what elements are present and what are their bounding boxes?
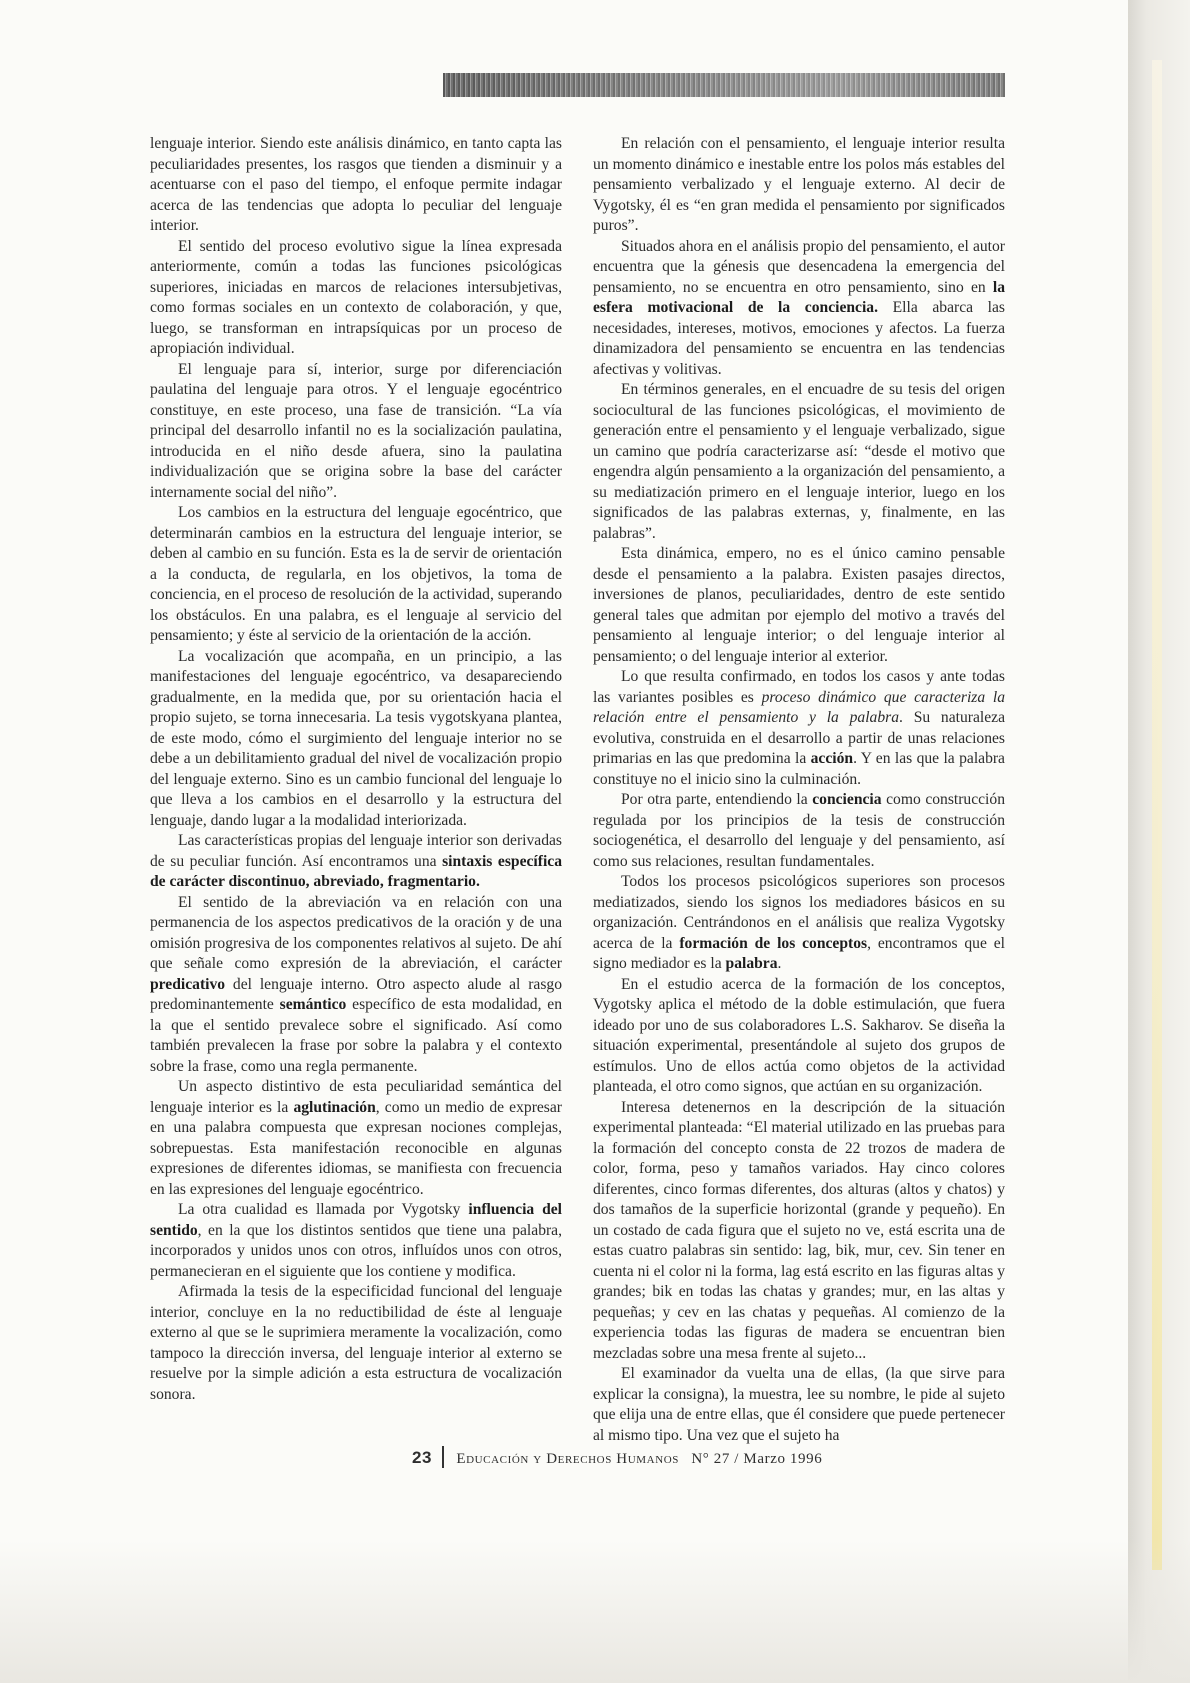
paragraph <box>150 831 562 893</box>
paragraph <box>150 1077 562 1200</box>
issue-info: N° 27 / Marzo 1996 <box>691 1451 823 1467</box>
paragraph-text: específico de esta modalidad, en la que el sentido prevalece sobre el significado. Así como también prevalecen la frase por sobre la palabra y el contexto sobre la frase, como una regla permanente. <box>150 996 562 1075</box>
paragraph-text: La vocalización que acompaña, en un principio, a las manifestaciones del lenguaje egocéntrico, va desapareciendo gradualmente, en la medida que, por su orientación hacia el propio sujeto, se torna innecesaria. La tesis vygotskyana plantea, de este modo, cómo el surgimiento del lenguaje interior no se debe a un debilitamiento gradual del nivel de vocalización propio del lenguaje externo. Sino es un cambio funcional del lenguaje lo que lleva a los cambios en el desarrollo y la estructura del lenguaje, dando lugar a la modalidad interiorizada. <box>150 647 562 829</box>
bold-text: acción <box>810 750 854 767</box>
paragraph-text: En el estudio acerca de la formación de los conceptos, Vygotsky aplica el método de la doble estimulación, que fuera ideado por uno de sus colaboradores L.S. Sakharov. Se diseña la situación experimental, presentándole al sujeto dos grupos de estímulos. Uno de ellos actúa como objetos de la actividad planteada, el otro como signos, que actúan en su organización. <box>593 975 1005 1095</box>
paragraph-text: lenguaje interior. Siendo este análisis dinámico, en tanto capta las peculiaridades presentes, los rasgos que tienden a disminuir y a acentuarse con el paso del tiempo, el enfoque permite indagar acerca de las tendencias que adopta lo peculiar del lenguaje interior. <box>150 135 562 234</box>
paragraph-text: , en la que los distintos sentidos que tiene una palabra, incorporados y unidos unos con otros, influídos unos con otros, permanecieran en el siguiente que los contiene y modifica. <box>150 1221 562 1280</box>
paragraph-text: . Y en las que la palabra constituye no el inicio sino la culminación. <box>593 750 1005 788</box>
paragraph <box>593 872 1005 975</box>
paragraph-text: Interesa detenernos en la descripción de la situación experimental planteada: “El material utilizado en las pruebas para la formación del concepto consta de 22 trozos de madera de color, forma, peso y tamaños variados. Hay cinco colores diferentes, cinco formas diferentes, dos alturas (altos y chatos) y dos tamaños de la superficie horizontal (grande y pequeño). En un costado de cada figura que el sujeto no ve, está escrita una de estas cuatro palabras sin sentido: lag, bik, mur, cev. Sin tener en cuenta ni el color ni la forma, lag está escrito en las figuras altas y grandes; bik en todas las chatas y grandes; mur, en las altas y pequeñas; y cev en las chatas y pequeñas. Al comienzo de la experiencia todas las figuras de madera se encuentran bien mezcladas sobre una mesa frente al sujeto... <box>593 1098 1005 1362</box>
paragraph-text: del lenguaje interno. Otro aspecto alude al rasgo predominantemente <box>150 975 562 1013</box>
bold-text: formación de los conceptos <box>679 934 868 952</box>
paragraph-text: El sentido de la abreviación va en relación con una permanencia de los aspectos predicativos de la oración y de una omisión progresiva de los componentes relativos al sujeto. De ahí que señale como expresión de la abreviación, el carácter <box>150 893 562 972</box>
paragraph <box>593 1098 1005 1365</box>
paragraph <box>150 1282 562 1405</box>
paragraph-text: Ella abarca las necesidades, intereses, motivos, emociones y afectos. La fuerza dinamizadora del pensamiento se encuentra en las tendencias afectivas y volitivas. <box>593 299 1005 378</box>
article-column-right <box>593 134 1005 1446</box>
paragraph-text: . Su naturaleza evolutiva, construida en el desarrollo a partir de unas relaciones primarias en las que predomina la <box>593 709 1005 767</box>
bold-text: aglutinación <box>293 1098 376 1116</box>
bold-text: semántico <box>279 996 347 1013</box>
page-footer <box>412 1446 822 1468</box>
italic-text: proceso dinámico que caracteriza la relación entre el pensamiento y la palabra <box>593 688 1005 726</box>
paragraph-text: Las características propias del lenguaje interior son derivadas de su peculiar función. Así encontramos una <box>150 832 562 870</box>
paragraph-text: En términos generales, en el encuadre de su tesis del origen sociocultural de las funciones psicológicas, el movimiento de generación entre el pensamiento y el lenguaje verbalizado, sigue un camino que podría caracterizarse así: “desde el motivo que engendra algún pensamiento a la organización del pensamiento, a su mediatización primero en el lenguaje interior, luego en los significados de las palabras externas, y, finalmente, en las palabras”. <box>593 381 1005 542</box>
paragraph-text: como construcción regulada por los principios de la tesis de construcción sociogenética, el desarrollo del lenguaje y del pensamiento, así como sus relaciones, resultan fundamentales. <box>593 791 1005 870</box>
bold-text: palabra <box>725 955 778 972</box>
bold-text: influencia del sentido <box>150 1201 562 1239</box>
paragraph <box>150 237 562 360</box>
paragraph <box>593 975 1005 1098</box>
paragraph-text: Los cambios en la estructura del lenguaje egocéntrico, que determinarán cambios en la estructura del lenguaje interior, se deben al cambio en su función. Esta es la de servir de orientación a la conducta, de regularla, en los objetivos, la toma de conciencia, en el proceso de resolución de la actividad, superando los obstáculos. En una palabra, es el lenguaje al servicio del pensamiento; y éste al servicio de la orientación de la acción. <box>150 504 562 644</box>
paragraph <box>593 1364 1005 1446</box>
paragraph <box>593 134 1005 237</box>
page-number: 23 <box>412 1448 433 1467</box>
paragraph <box>150 647 562 832</box>
paragraph <box>150 360 562 504</box>
paragraph-text: Situados ahora en el análisis propio del pensamiento, el autor encuentra que la génesis que desencadena la emergencia del pensamiento, no se encuentra en otro pensamiento, sino en <box>593 237 1005 296</box>
paragraph <box>150 893 562 1078</box>
paragraph-text: En relación con el pensamiento, el lenguaje interior resulta un momento dinámico e inestable entre los polos más estables del pensamiento verbalizado y el lenguaje externo. Al decir de Vygotsky, él es “en gran medida el pensamiento por significados puros”. <box>593 135 1005 234</box>
paragraph-text: , como un medio de expresar en una palabra compuesta que expresan nociones complejas, sobrepuestas. Esta manifestación reconocible en algunas expresiones de diferentes idiomas, se manifiesta con frecuencia en las expresiones del lenguaje egocéntrico. <box>150 1098 562 1198</box>
paragraph <box>593 790 1005 872</box>
paragraph <box>150 1200 562 1282</box>
paragraph-text: Por otra parte, entendiendo la <box>621 791 813 808</box>
journal-name: Educación y Derechos Humanos <box>456 1451 679 1467</box>
header-decorative-bar <box>443 73 1005 97</box>
paragraph <box>593 544 1005 667</box>
paragraph-text: Afirmada la tesis de la especificidad funcional del lenguaje interior, concluye en la no reductibilidad de éste al lenguaje externo al que se le suprimiera meramente la vocalización, como tampoco la dirección inversa, del lenguaje interior al externo se resuelve por la simple adición a esta estructura de vocalización sonora. <box>150 1283 562 1403</box>
paragraph-text: Todos los procesos psicológicos superiores son procesos mediatizados, siendo los signos los mediadores básicos en su organización. Centrándonos en el análisis que realiza Vygotsky acerca de la <box>593 873 1005 952</box>
paragraph-text: El lenguaje para sí, interior, surge por diferenciación paulatina del lenguaje para otros. Y el lenguaje egocéntrico constituye, en este proceso, una fase de transición. “La vía principal del desarrollo infantil no es la socialización paulatina, introducida en el niño desde afuera, sino la paulatina individualización que se origina sobre la base del carácter internamente social del niño”. <box>150 360 562 501</box>
bottom-shadow <box>0 1540 1190 1683</box>
bold-text: predicativo <box>150 975 226 993</box>
paragraph-text: El examinador da vuelta una de ellas, (la que sirve para explicar la consigna), la muestra, lee su nombre, le pide al sujeto que elija una de entre ellas, que él considere que puede pertenecer al mismo tipo. Una vez que el sujeto ha <box>593 1365 1005 1444</box>
paragraph <box>593 237 1005 381</box>
paragraph-text: Esta dinámica, empero, no es el único camino pensable desde el pensamiento a la palabra. Existen pasajes directos, inversiones de planos, peculiaridades, dentro de este sentido general tales que admitan por ejemplo del motivo a través del pensamiento al lenguaje interior; o del lenguaje interior al pensamiento; o del lenguaje interior al exterior. <box>593 545 1005 665</box>
paragraph <box>593 380 1005 544</box>
paragraph-text: Lo que resulta confirmado, en todos los casos y ante todas las variantes posibles es <box>593 668 1005 706</box>
footer-separator <box>442 1446 444 1468</box>
bold-text: la esfera motivacional de la conciencia. <box>593 278 1005 316</box>
bold-text: sintaxis específica de carácter discontinuo, abreviado, fragmentario. <box>150 852 562 890</box>
article-column-left <box>150 134 562 1405</box>
bold-text: conciencia <box>812 791 882 808</box>
paragraph-text: La otra cualidad es llamada por Vygotsky <box>178 1201 469 1218</box>
paragraph <box>150 503 562 647</box>
paragraph-text: El sentido del proceso evolutivo sigue la línea expresada anteriormente, común a todas las funciones psicológicas superiores, iniciadas en marcos de relaciones intersubjetivas, como formas sociales en un contexto de colaboración, y que, luego, se transforman en intrapsíquicas por un proceso de apropiación individual. <box>150 237 562 357</box>
paragraph <box>593 667 1005 790</box>
page-edge-tint <box>1152 60 1162 1570</box>
paragraph-text: . <box>777 955 782 972</box>
paragraph <box>150 134 562 237</box>
paragraph-text: Un aspecto distintivo de esta peculiaridad semántica del lenguaje interior es la <box>150 1078 562 1116</box>
paragraph-text: , encontramos que el signo mediador es la <box>593 934 1006 972</box>
